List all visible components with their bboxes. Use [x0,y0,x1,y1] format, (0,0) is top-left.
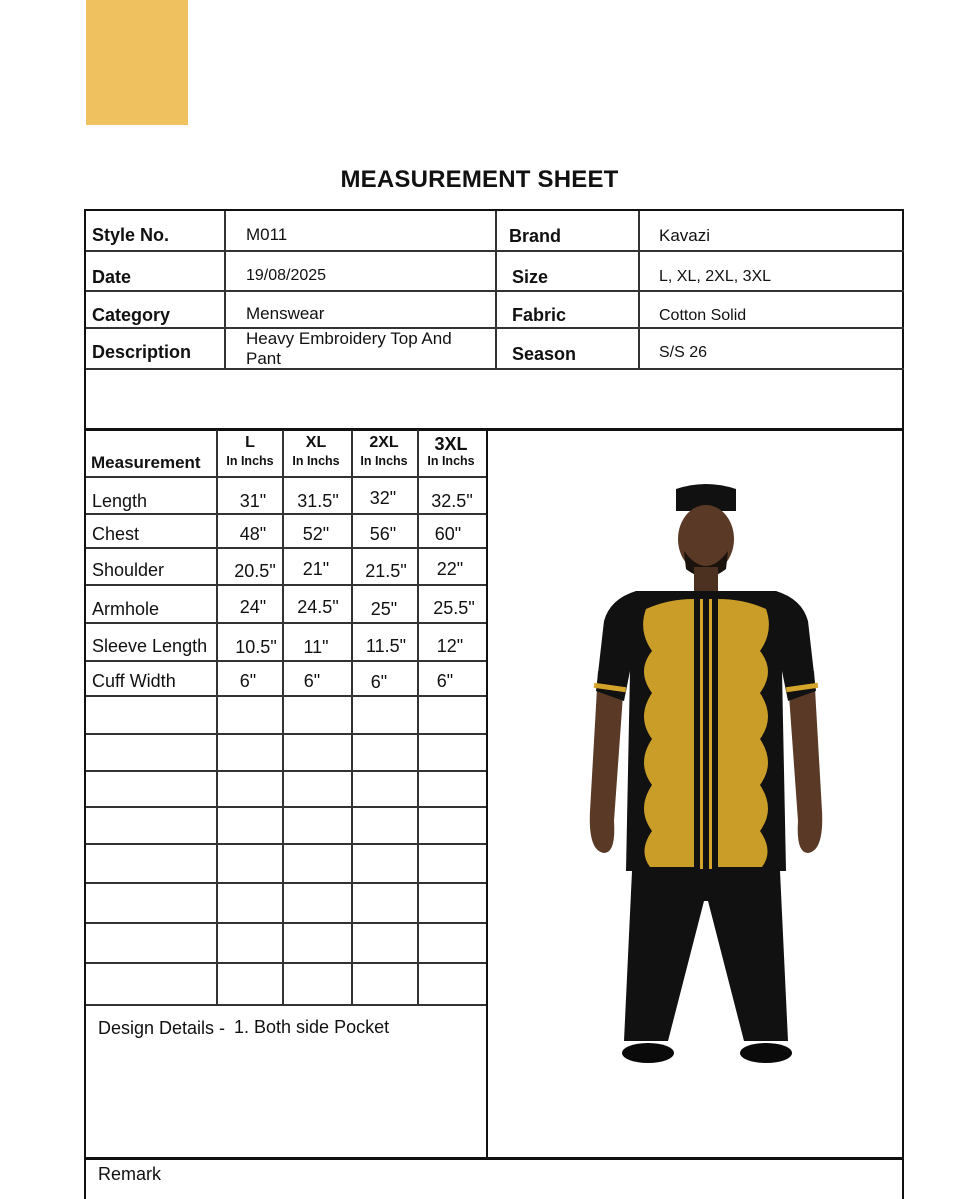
row-label-length: Length [92,491,148,511]
unit-col-xl: In Inchs [292,454,340,468]
row-label-shoulder: Shoulder [92,560,165,580]
row-label-armhole: Armhole [92,599,160,619]
cell-armhole-2xl: 25" [370,599,398,619]
design-details-label: Design Details - [98,1018,226,1038]
description-label: Description [92,342,192,362]
cell-chest-l: 48" [239,524,267,544]
category-label: Category [92,305,171,325]
cell-length-3xl: 32.5" [431,491,473,511]
size-col-xl: XL [305,434,327,451]
date-value: 19/08/2025 [246,267,327,284]
cell-chest-2xl: 56" [369,524,397,544]
season-label: Season [512,344,577,364]
cell-cuff-width-l: 6" [239,671,257,691]
cell-sleeve-length-2xl: 11.5" [365,636,407,656]
description-value [246,329,452,369]
row-label-cuff-width: Cuff Width [92,671,176,691]
style-no-value: M011 [246,225,288,244]
measurement-header: Measurement [91,453,201,472]
cell-sleeve-length-3xl: 12" [436,636,464,656]
brand-color-block [86,0,188,125]
cell-shoulder-3xl: 22" [436,559,464,579]
trousers-shape [624,871,788,1041]
cell-chest-xl: 52" [302,524,330,544]
garment-model-image [576,481,836,1066]
cell-length-l: 31" [239,491,267,511]
season-value: S/S 26 [659,344,708,361]
measurement-sheet [84,209,904,1199]
cell-sleeve-length-xl: 11" [303,637,329,657]
cell-armhole-xl: 24.5" [297,597,339,617]
remark-label: Remark [98,1164,162,1184]
cell-chest-3xl: 60" [434,524,462,544]
design-details-text: 1. Both side Pocket [234,1017,390,1037]
cell-armhole-l: 24" [239,597,267,617]
fabric-label: Fabric [512,305,567,325]
embroidery-right [718,599,769,867]
row-label-chest: Chest [92,524,140,544]
size-col-2xl: 2XL [369,434,399,451]
cell-armhole-3xl: 25.5" [433,598,475,618]
unit-col-2xl: In Inchs [360,454,408,468]
cell-sleeve-length-l: 10.5" [235,637,277,657]
description-line-2: Pant [246,349,281,368]
size-label: Size [512,267,549,287]
page-title: MEASUREMENT SHEET [340,166,619,193]
embroidery-left [643,599,694,867]
row-label-sleeve-length: Sleeve Length [92,636,208,656]
unit-col-3xl: In Inchs [427,454,475,468]
cell-cuff-width-2xl: 6" [370,672,388,692]
cell-shoulder-2xl: 21.5" [365,561,407,581]
size-col-l: L [245,434,255,451]
description-line-1: Heavy Embroidery Top And [246,329,452,348]
style-no-label: Style No. [92,225,170,245]
unit-col-l: In Inchs [226,454,274,468]
fabric-value: Cotton Solid [659,307,747,324]
brand-label: Brand [509,226,562,246]
cell-length-2xl: 32" [369,488,397,508]
brand-value: Kavazi [659,226,711,245]
cell-shoulder-l: 20.5" [234,561,276,581]
shoe-right [740,1043,792,1063]
cell-length-xl: 31.5" [297,491,339,511]
cell-cuff-width-xl: 6" [303,671,321,691]
cell-shoulder-xl: 21" [302,559,330,579]
size-col-3xl: 3XL [434,434,468,454]
category-value: Menswear [246,304,325,323]
shoe-left [622,1043,674,1063]
size-value: L, XL, 2XL, 3XL [659,268,772,285]
cell-cuff-width-3xl: 6" [436,671,454,691]
date-label: Date [92,267,132,287]
